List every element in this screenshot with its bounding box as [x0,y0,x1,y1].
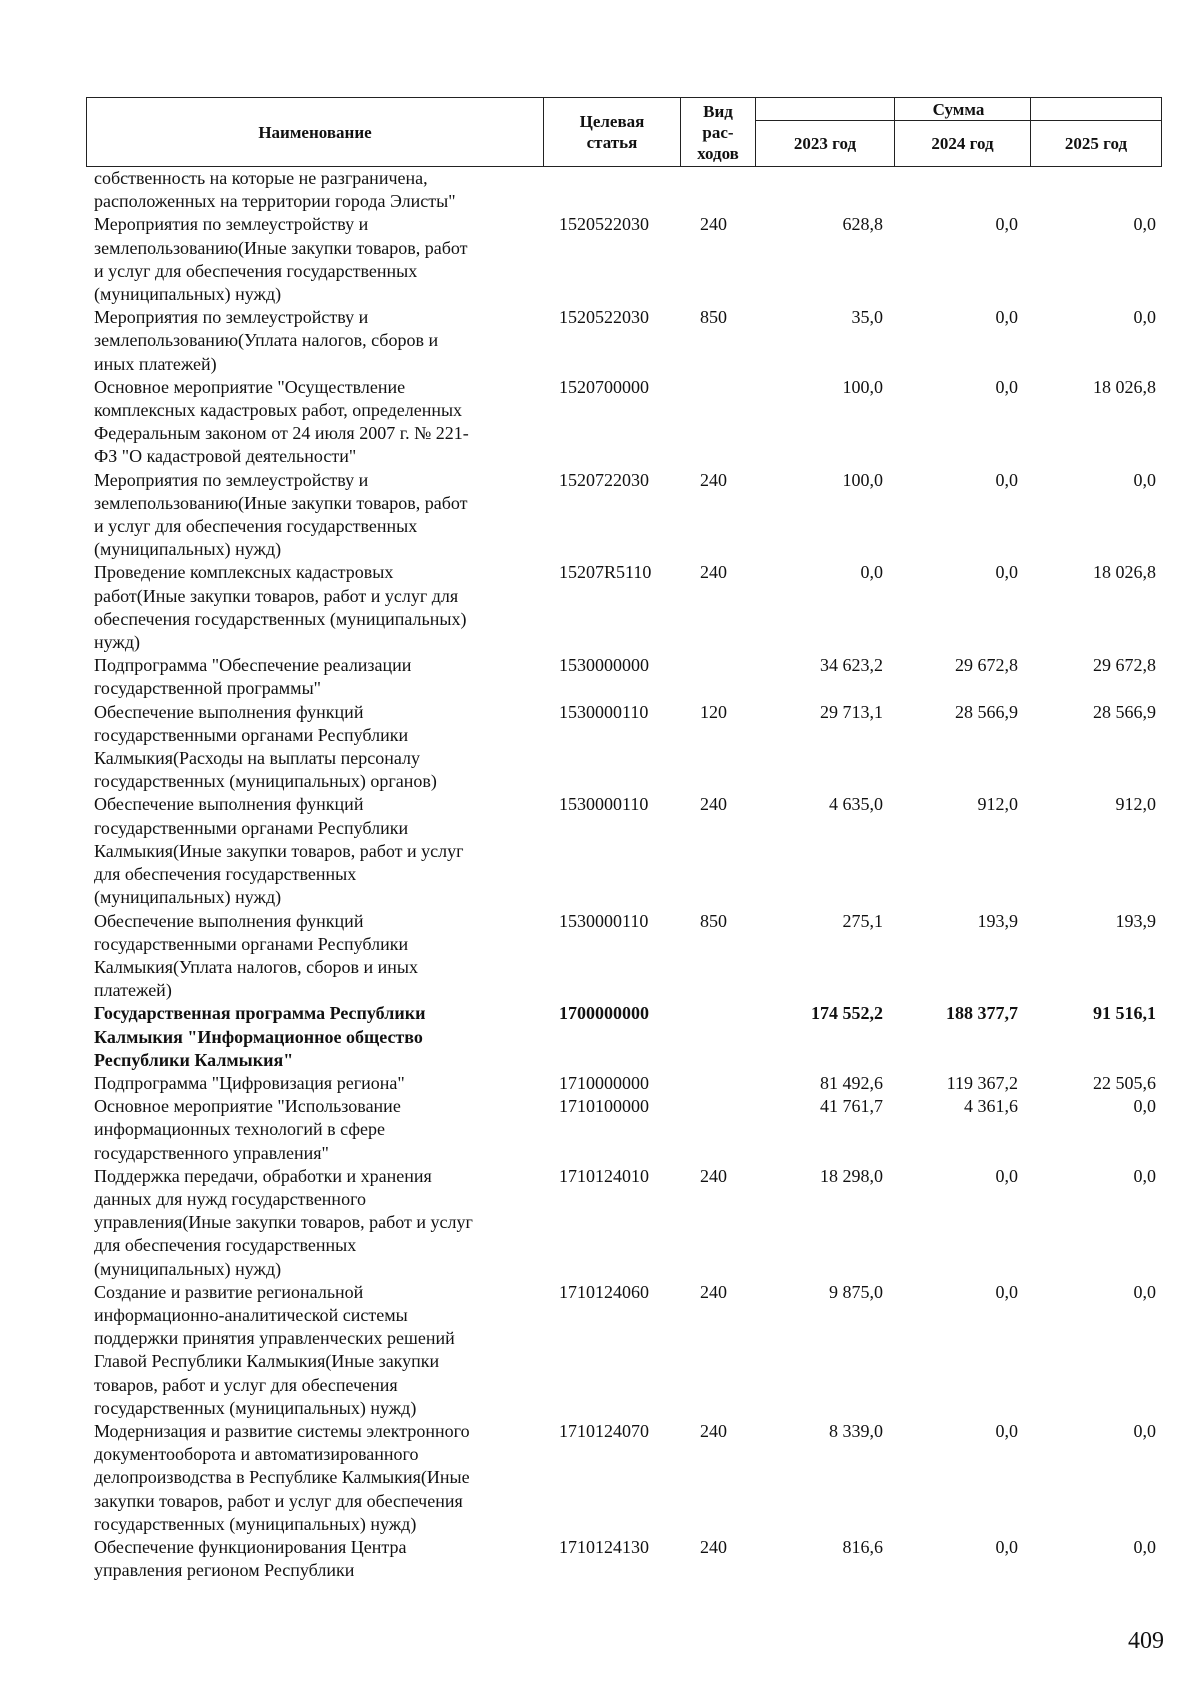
table-row [86,213,1162,306]
table-row [86,1072,1162,1095]
row-value-2024: 119 367,2 [946,1072,1018,1093]
row-name: Поддержка передачи, обработки и хранения данных для нужд государственного управления(Иные закупки товаров, работ и услуг для обеспечения государственных (муниципальных) нужд) [94,1165,473,1279]
row-name: Модернизация и развитие системы электронного документооборота и автоматизированного делопроизводства в Республике Калмыкия(Иные закупки товаров, работ и услуг для обеспечения государственных (муниципальных) нужд) [94,1420,470,1534]
row-value-2025: 18 026,8 [1093,562,1156,583]
row-name: Обеспечение выполнения функций государственными органами Республики Калмыкия(Иные закупки товаров, работ и услуг для обеспечения государственных (муниципальных) нужд) [94,794,464,908]
row-value-2025: 29 672,8 [1093,655,1156,676]
row-value-2023: 34 623,2 [820,655,883,676]
row-name: Мероприятия по землеустройству и землепользованию(Уплата налогов, сборов и иных платежей) [94,307,439,374]
table-row [86,793,1162,909]
row-value-2023: 18 298,0 [820,1165,883,1186]
table-row [86,1420,1162,1536]
row-value-2024: 0,0 [995,1536,1018,1557]
header-sum: Сумма [932,99,985,119]
row-value-2024: 0,0 [995,1165,1018,1186]
row-value-2024: 0,0 [995,307,1018,328]
header-name: Наименование [258,122,372,142]
row-value-2025: 193,9 [1115,910,1156,931]
row-value-2025: 22 505,6 [1093,1072,1156,1093]
row-type: 240 [700,1281,727,1302]
row-code: 1520700000 [559,376,649,397]
row-code: 1520522030 [559,307,649,328]
row-code: 1530000110 [559,794,649,815]
row-code: 1710124070 [559,1420,649,1441]
row-code: 1530000110 [559,701,649,722]
row-type: 240 [700,214,727,235]
row-code: 1520522030 [559,214,649,235]
table-row [86,469,1162,562]
row-name: Основное мероприятие "Осуществление комплексных кадастровых работ, определенных Федеральным законом от 24 июля 2007 г. № 221- ФЗ "О кадастровой деятельности" [94,376,469,467]
row-value-2025: 0,0 [1133,1165,1156,1186]
row-value-2025: 0,0 [1133,1536,1156,1557]
row-name: Государственная программа Республики Калмыкия "Информационное общество Республики Калмыкия" [94,1003,426,1070]
row-type: 120 [700,701,727,722]
row-name: Обеспечение функционирования Центра управления регионом Республики [94,1536,407,1581]
row-value-2024: 0,0 [995,376,1018,397]
row-code: 1710124060 [559,1281,649,1302]
table-row [86,561,1162,654]
row-value-2025: 18 026,8 [1093,376,1156,397]
table-row [86,1095,1162,1165]
row-code: 1520722030 [559,469,649,490]
row-value-2024: 0,0 [995,1281,1018,1302]
row-value-2025: 912,0 [1115,794,1156,815]
row-type: 240 [700,1165,727,1186]
row-name: Проведение комплексных кадастровых работ(Иные закупки товаров, работ и услуг для обеспечения государственных (муниципальных) нужд) [94,562,467,653]
row-name: Мероприятия по землеустройству и землепользованию(Иные закупки товаров, работ и услуг для обеспечения государственных (муниципальных) нужд) [94,469,468,560]
header-2023: 2023 год [793,134,857,153]
row-value-2024: 0,0 [995,1420,1018,1441]
row-name: Подпрограмма "Обеспечение реализации государственной программы" [94,655,412,699]
table-row [86,1165,1162,1281]
header-2025: 2025 год [1064,134,1128,153]
row-code: 1700000000 [559,1003,649,1024]
row-code: 1530000110 [559,910,649,931]
row-value-2023: 81 492,6 [820,1072,883,1093]
row-type: 240 [700,794,727,815]
row-code: 1710000000 [559,1072,649,1093]
row-code: 1710124130 [559,1536,649,1557]
row-name: собственность на которые не разграничена, расположенных на территории города Элисты" [94,168,456,212]
table-row [86,654,1162,700]
row-name: Обеспечение выполнения функций государственными органами Республики Калмыкия(Расходы на выплаты персоналу государственных (муниципальных) органов) [94,701,437,792]
row-value-2023: 816,6 [842,1536,883,1557]
row-value-2025: 0,0 [1133,469,1156,490]
row-code: 1530000000 [559,655,649,676]
row-type: 850 [700,910,727,931]
row-type: 240 [700,1420,727,1441]
page-number: 409 [1128,1628,1164,1654]
row-value-2024: 0,0 [995,469,1018,490]
row-value-2024: 0,0 [995,562,1018,583]
row-value-2025: 0,0 [1133,214,1156,235]
row-type: 240 [700,562,727,583]
row-value-2023: 8 339,0 [829,1420,883,1441]
table-row [86,1536,1162,1582]
row-value-2025: 91 516,1 [1093,1003,1156,1024]
header-code: Целевая статья [579,112,645,152]
row-value-2025: 28 566,9 [1093,701,1156,722]
table-row [86,1281,1162,1420]
row-value-2024: 28 566,9 [955,701,1018,722]
row-value-2024: 193,9 [977,910,1018,931]
row-value-2025: 0,0 [1133,307,1156,328]
row-type: 240 [700,1536,727,1557]
row-value-2023: 4 635,0 [829,794,883,815]
row-value-2023: 100,0 [842,469,883,490]
row-name: Обеспечение выполнения функций государственными органами Республики Калмыкия(Уплата налогов, сборов и иных платежей) [94,910,418,1001]
row-value-2024: 0,0 [995,214,1018,235]
row-value-2024: 4 361,6 [964,1096,1018,1117]
row-value-2024: 912,0 [977,794,1018,815]
row-value-2024: 188 377,7 [946,1003,1018,1024]
row-value-2023: 100,0 [842,376,883,397]
row-code: 15207R5110 [559,562,652,583]
row-name: Создание и развитие региональной информационно-аналитической системы поддержки принятия управленческих решений Главой Республики Калмыкия(Иные закупки товаров, работ и услуг для обеспечения государственных (муниципальных) нужд) [94,1281,455,1418]
table-row [86,306,1162,376]
row-value-2023: 35,0 [851,307,883,328]
row-code: 1710124010 [559,1165,649,1186]
header-type: Вид рас-ходов [697,101,739,163]
row-type: 850 [700,307,727,328]
row-value-2023: 275,1 [842,910,883,931]
table-row [86,701,1162,794]
row-type: 240 [700,469,727,490]
row-value-2023: 9 875,0 [829,1281,883,1302]
header-divider [680,98,681,166]
row-name: Основное мероприятие "Использование информационных технологий в сфере государственного управления" [94,1096,401,1163]
row-value-2025: 0,0 [1133,1420,1156,1441]
table-row [86,167,1162,213]
row-value-2023: 628,8 [842,214,883,235]
row-value-2023: 0,0 [860,562,883,583]
table-body [86,167,1162,1582]
row-value-2023: 174 552,2 [811,1003,883,1024]
row-code: 1710100000 [559,1096,649,1117]
table-header [86,97,1162,167]
table-row [86,376,1162,469]
table-row [86,1002,1162,1072]
row-name: Мероприятия по землеустройству и землепользованию(Иные закупки товаров, работ и услуг для обеспечения государственных (муниципальных) нужд) [94,214,468,305]
row-value-2023: 29 713,1 [820,701,883,722]
header-divider [543,98,544,166]
row-value-2024: 29 672,8 [955,655,1018,676]
table-row [86,910,1162,1003]
row-value-2023: 41 761,7 [820,1096,883,1117]
row-value-2025: 0,0 [1133,1281,1156,1302]
row-value-2025: 0,0 [1133,1096,1156,1117]
header-2024: 2024 год [931,134,994,153]
row-name: Подпрограмма "Цифровизация региона" [94,1072,405,1093]
